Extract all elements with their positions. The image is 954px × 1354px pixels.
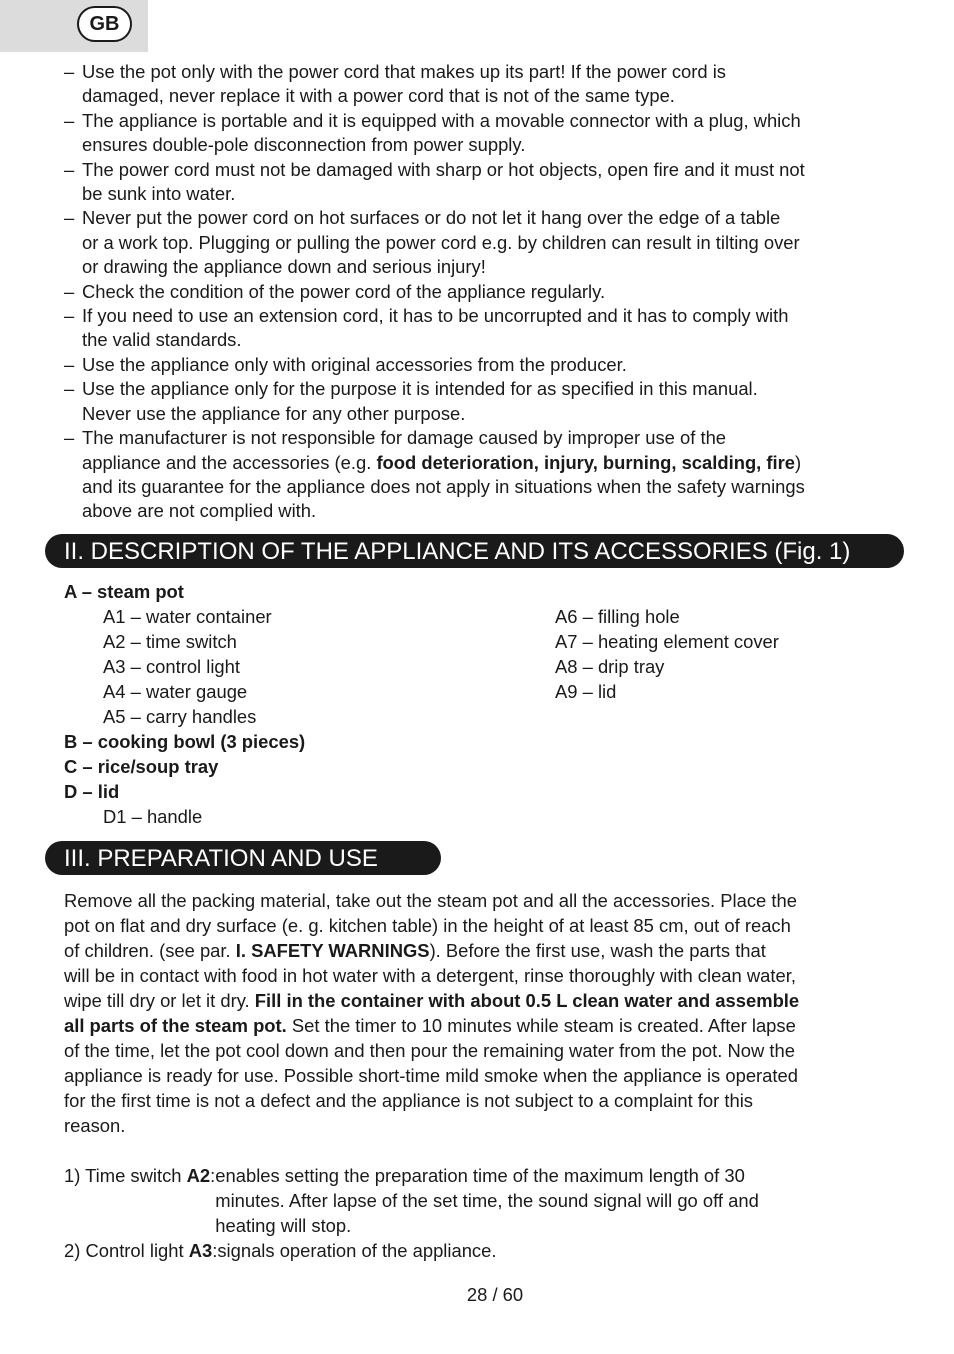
- warning-item: – Never put the power cord on hot surfaces or do not let it hang over the edge of a table or a work top. Plugging or pulling the power cord e.g. by children can result in tilting over or drawing the appliance down and serious injury!: [64, 206, 894, 279]
- part-group-a: A – steam pot: [64, 581, 184, 602]
- warning-item: – Use the appliance only for the purpose it is intended for as specified in this manual. Never use the appliance for any other purpose.: [64, 377, 894, 426]
- safety-warnings-list: [64, 60, 894, 524]
- warning-item: – Check the condition of the power cord of the appliance regularly.: [64, 280, 894, 304]
- preparation-paragraph: Remove all the packing material, take out the steam pot and all the accessories. Place the pot on flat and dry surface (e. g. kitchen table) in the height of at least 85 cm, out of reach of children. (see par. I. SAFETY WARNINGS). Before the first use, wash the parts that will be in contact with food in hot water with a detergent, rinse thoroughly with clean water, wipe till dry or let it dry. Fill in the container with about 0.5 L clean water and assemble all parts of the steam pot. Set the timer to 10 minutes while steam is created. After lapse of the time, let the pot cool down and then pour the remaining water from the pot. Now the appliance is ready for use. Possible short-time mild smoke when the appliance is operated for the first time is not a defect and the appliance is not subject to a complaint for this reason.: [64, 890, 800, 1136]
- part-item: A3 – control light: [103, 656, 240, 677]
- part-group-d: D – lid: [64, 781, 120, 802]
- part-item: A6 – filling hole: [555, 606, 680, 627]
- part-item: A5 – carry handles: [103, 706, 257, 727]
- part-item: A9 – lid: [555, 681, 617, 702]
- section-heading-preparation: III. PREPARATION AND USE: [45, 841, 441, 875]
- language-tab: [0, 0, 148, 52]
- language-badge: GB: [77, 6, 132, 42]
- section-heading-description: II. DESCRIPTION OF THE APPLIANCE AND ITS ACCESSORIES (Fig. 1): [45, 534, 904, 568]
- part-item: A8 – drip tray: [555, 656, 665, 677]
- warning-item: – The power cord must not be damaged with sharp or hot objects, open fire and it must not be sunk into water.: [64, 158, 894, 207]
- controls-list: [64, 1163, 894, 1263]
- control-item-control-light: 2) Control light A3: signals operation of the appliance.: [64, 1240, 497, 1261]
- parts-list-right-column: [555, 604, 779, 704]
- part-item: A7 – heating element cover: [555, 631, 779, 652]
- control-item-time-switch: 1) Time switch A2: enables setting the preparation time of the maximum length of 30 minutes. After lapse of the set time, the sound signal will go off and heating will stop.: [64, 1165, 759, 1236]
- part-item: D1 – handle: [103, 806, 203, 827]
- part-group-c: C – rice/soup tray: [64, 756, 219, 777]
- warning-item: – Use the appliance only with original accessories from the producer.: [64, 353, 894, 377]
- part-item: A2 – time switch: [103, 631, 237, 652]
- part-item: A4 – water gauge: [103, 681, 248, 702]
- warning-item: – The appliance is portable and it is equipped with a movable connector with a plug, which ensures double-pole disconnection from power supply.: [64, 109, 894, 158]
- part-item: A1 – water container: [103, 606, 272, 627]
- warning-item: – The manufacturer is not responsible for damage caused by improper use of the appliance and the accessories (e.g. food deterioration, injury, burning, scalding, fire) and its guarantee for the appliance does not apply in situations when the safety warnings above are not complied with.: [64, 426, 894, 524]
- parts-list: [64, 579, 305, 829]
- page-number: 28 / 60: [466, 1284, 524, 1305]
- warning-item: – If you need to use an extension cord, it has to be uncorrupted and it has to comply with the valid standards.: [64, 304, 894, 353]
- warning-item: – Use the pot only with the power cord that makes up its part! If the power cord is damaged, never replace it with a power cord that is not of the same type.: [64, 60, 894, 109]
- part-group-b: B – cooking bowl (3 pieces): [64, 731, 306, 752]
